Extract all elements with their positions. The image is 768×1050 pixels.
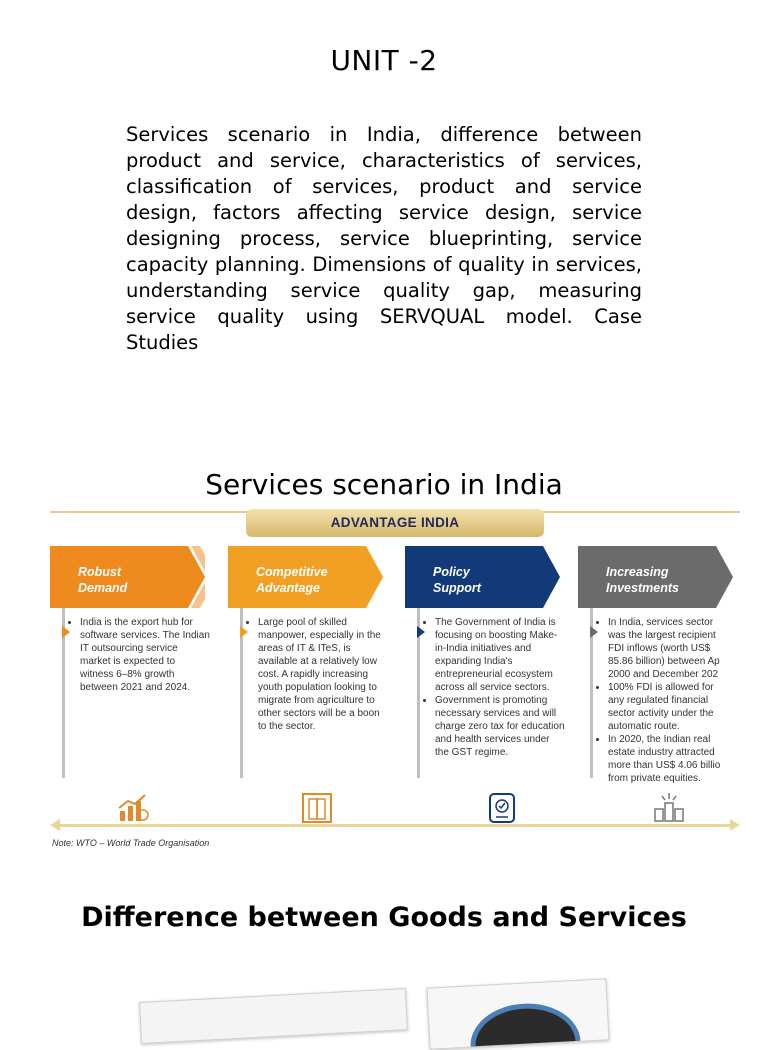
growth-chart-icon xyxy=(116,791,150,825)
buildings-icon xyxy=(652,791,686,825)
slide-title-services-scenario: Services scenario in India xyxy=(205,468,563,501)
column-heading: Robust Demand xyxy=(78,565,128,595)
arrow-right-head xyxy=(730,819,740,831)
column-heading: Competitive Advantage xyxy=(256,565,328,595)
footnote: Note: WTO – World Trade Organisation xyxy=(52,838,210,848)
column-header xyxy=(578,546,728,608)
chevron-shape xyxy=(405,546,560,608)
syllabus-text: Services scenario in India, difference between product and service, characteristics of services, classification of services, product and service design, factors affecting service design, service designing process, service blueprinting, service capacity planning. Dimensions of quality in services, understanding service quality gap, measuring service quality using SERVQUAL model. Case Studies xyxy=(126,123,642,354)
column-header xyxy=(50,546,200,608)
bullet-item: • In India, services sector was the largest recipient FDI inflows (worth US$ 85.86 billion) between Ap 2000 and December 202 xyxy=(608,616,724,681)
unit-title: UNIT -2 xyxy=(330,44,438,77)
services-photo xyxy=(427,978,610,1049)
column-competitive-advantage xyxy=(228,546,381,732)
bullet-item: • Large pool of skilled manpower, especially in the areas of IT & ITeS, is available at a relatively low cost. A rapidly increasing youth population looking to migrate from agriculture to other sectors will be a boon to the sector. xyxy=(258,616,388,733)
column-header xyxy=(228,546,378,608)
column-bullets xyxy=(240,616,388,733)
document-check-icon xyxy=(486,791,520,825)
bullet-item: • In 2020, the Indian real estate industry attracted more than US$ 4.06 billio from private equities. xyxy=(608,733,724,785)
bullet-item: • India is the export hub for software services. The Indian IT outsourcing service market is expected to witness 6–8% growth between 2021 and 2024. xyxy=(80,616,210,694)
advantage-india-infographic xyxy=(50,505,740,850)
column-robust-demand xyxy=(50,546,210,693)
bullet-item: • The Government of India is focusing on boosting Make-in-India initiatives and expanding India's entrepreneurial ecosystem across all service sectors. xyxy=(435,616,565,694)
column-bullets xyxy=(590,616,724,785)
column-bullets xyxy=(417,616,565,759)
slide-title-goods-services: Difference between Goods and Services xyxy=(81,902,687,933)
timeline-arrow xyxy=(56,824,736,827)
goods-photo xyxy=(139,988,408,1044)
bullet-item: • Government is promoting necessary services and will charge zero tax for education and health services under the GST regime. xyxy=(435,694,565,759)
column-increasing-investments xyxy=(578,546,728,784)
bullet-item: • 100% FDI is allowed for any regulated financial sector activity under the automatic route. xyxy=(608,681,724,733)
advantage-india-banner: ADVANTAGE INDIA xyxy=(246,509,544,537)
chevron-shape xyxy=(50,546,205,608)
column-heading: Increasing Investments xyxy=(606,565,679,595)
arrow-left-head xyxy=(50,819,60,831)
door-icon xyxy=(300,791,334,825)
column-policy-support xyxy=(405,546,565,758)
column-heading: Policy Support xyxy=(433,565,481,595)
column-header xyxy=(405,546,555,608)
column-bullets xyxy=(62,616,210,694)
person-image xyxy=(469,1001,583,1050)
